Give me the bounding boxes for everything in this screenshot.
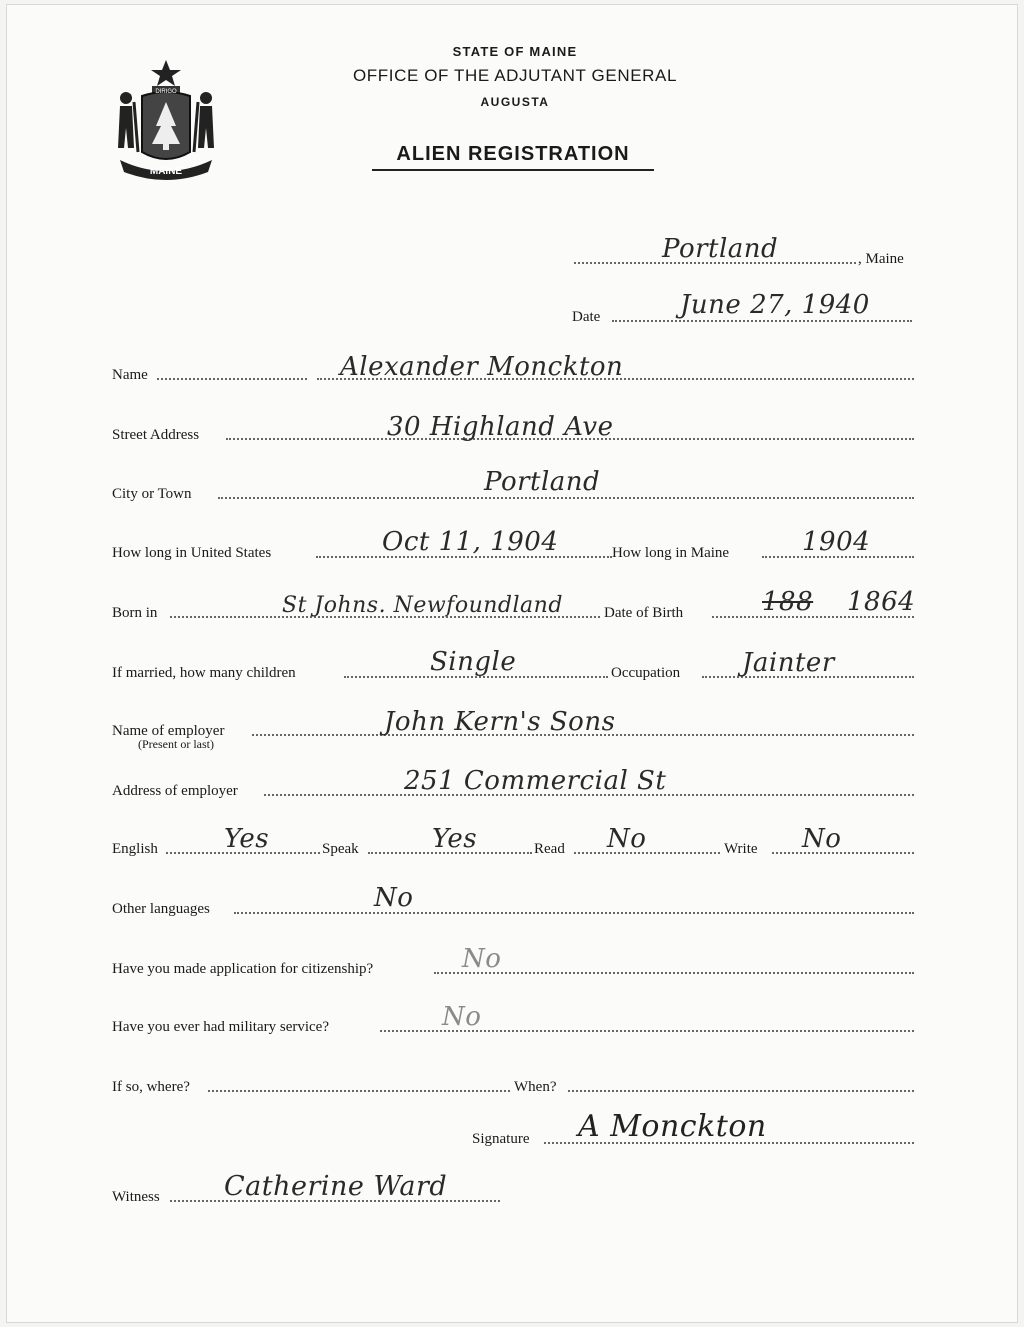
service-location-row[interactable]	[112, 1066, 914, 1096]
write-label: Write	[724, 841, 758, 857]
read-label: Read	[534, 841, 565, 857]
location-field[interactable]	[570, 234, 920, 268]
maine-seal-icon	[112, 56, 220, 182]
employer-name-label: Name of employer	[112, 723, 225, 739]
name-field[interactable]	[112, 354, 914, 384]
employer-name-sublabel: (Present or last)	[138, 737, 214, 751]
date-value: June 27, 1940	[680, 290, 870, 320]
read-value: No	[607, 824, 647, 854]
witness-label: Witness	[112, 1189, 160, 1205]
date-field[interactable]	[572, 290, 917, 326]
citizenship-label: Have you made application for citizenship?	[112, 961, 374, 977]
occupation-value: Jainter	[742, 648, 835, 678]
date-of-birth-label: Date of Birth	[604, 605, 684, 621]
date-of-birth-struck: 188	[762, 587, 814, 617]
residence-duration-row[interactable]	[112, 527, 914, 562]
form-title: ALIEN REGISTRATION	[372, 143, 654, 171]
header-office: OFFICE OF THE ADJUTANT GENERAL	[352, 66, 678, 85]
citizenship-value: No	[462, 944, 502, 974]
other-languages-label: Other languages	[112, 901, 210, 917]
name-value: Alexander Monckton	[340, 352, 624, 382]
other-languages-field[interactable]	[112, 883, 914, 918]
street-address-value: 30 Highland Ave	[387, 412, 614, 442]
signature-field[interactable]	[472, 1109, 914, 1148]
street-address-field[interactable]	[112, 414, 914, 444]
military-service-label: Have you ever had military service?	[112, 1019, 329, 1035]
family-occupation-row[interactable]	[112, 647, 914, 682]
employer-address-label: Address of employer	[112, 783, 238, 799]
born-in-value: St Johns. Newfoundland	[282, 593, 563, 618]
when-label: When?	[514, 1079, 557, 1095]
how-long-us-value: Oct 11, 1904	[382, 527, 559, 557]
city-value: Portland	[484, 467, 601, 497]
speak-value: Yes	[432, 824, 478, 854]
employer-address-value: 251 Commercial St	[404, 766, 667, 796]
street-address-label: Street Address	[112, 427, 200, 443]
witness-field[interactable]	[112, 1170, 504, 1206]
occupation-label: Occupation	[611, 665, 681, 681]
svg-text:DIRIGO: DIRIGO	[155, 89, 177, 95]
employer-name-field[interactable]	[112, 707, 914, 752]
location-value: Portland	[662, 234, 779, 264]
speak-label: Speak	[322, 841, 359, 857]
signature-label: Signature	[472, 1131, 530, 1147]
date-label: Date	[572, 309, 601, 325]
children-value: Single	[430, 647, 517, 677]
location-suffix: , Maine	[858, 251, 904, 267]
children-label: If married, how many children	[112, 665, 296, 681]
citizenship-field[interactable]	[112, 944, 914, 978]
other-languages-value: No	[374, 883, 414, 913]
military-service-value: No	[442, 1002, 482, 1032]
witness-value: Catherine Ward	[224, 1171, 448, 1202]
signature-value: A Monckton	[578, 1109, 767, 1144]
name-label: Name	[112, 367, 148, 383]
born-in-label: Born in	[112, 605, 158, 621]
language-skills-row[interactable]	[112, 824, 914, 858]
employer-address-field[interactable]	[112, 766, 914, 800]
city-label: City or Town	[112, 486, 192, 502]
date-of-birth-value: 1864	[847, 587, 916, 617]
military-service-field[interactable]	[112, 1002, 914, 1036]
where-label: If so, where?	[112, 1079, 190, 1095]
birth-row[interactable]	[112, 587, 916, 622]
header-state: STATE OF MAINE	[452, 44, 578, 59]
english-label: English	[112, 841, 158, 857]
english-value: Yes	[224, 824, 270, 854]
how-long-maine-label: How long in Maine	[612, 545, 730, 561]
city-field[interactable]	[112, 467, 914, 503]
svg-text:MAINE: MAINE	[149, 166, 183, 177]
employer-name-value: John Kern's Sons	[384, 707, 616, 737]
how-long-us-label: How long in United States	[112, 545, 272, 561]
how-long-maine-value: 1904	[802, 527, 871, 557]
write-value: No	[802, 824, 842, 854]
header-city: AUGUSTA	[480, 95, 550, 109]
